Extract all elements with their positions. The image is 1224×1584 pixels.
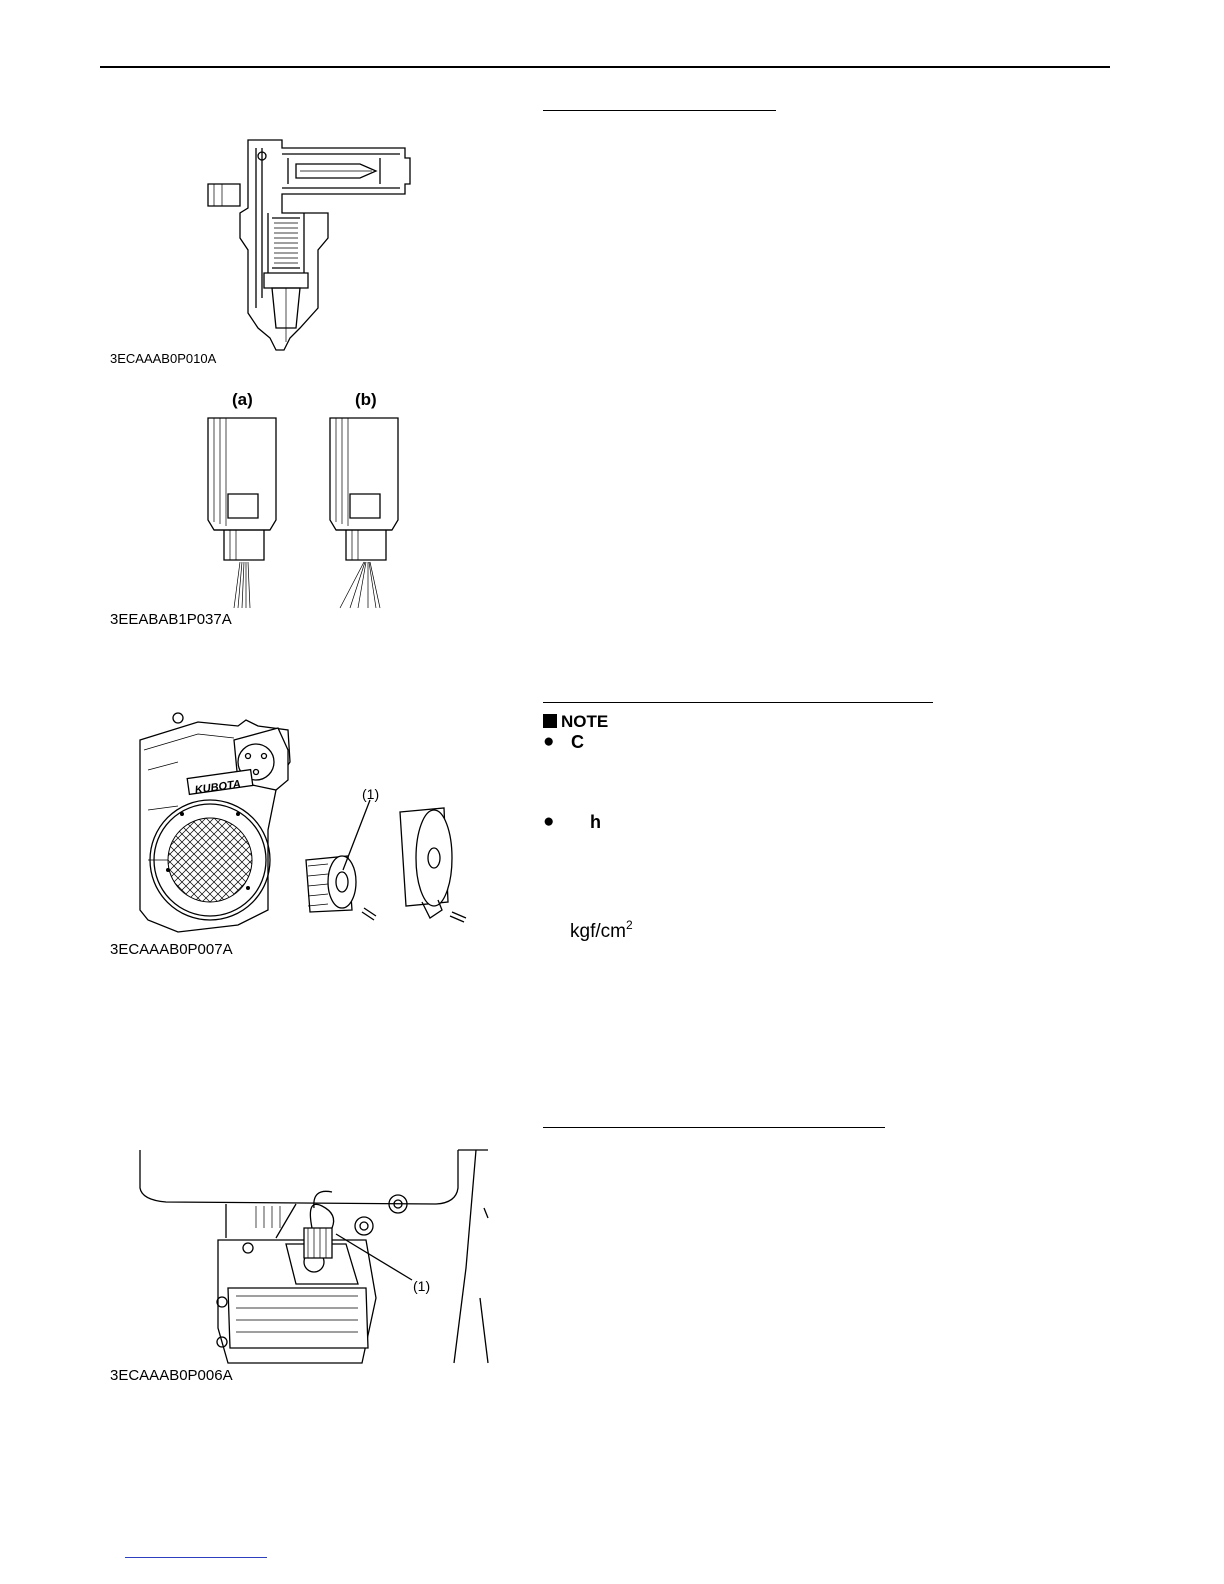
section-rule-3 xyxy=(543,1127,885,1128)
engine-injection-pump-illustration xyxy=(136,1148,488,1363)
figure-2-label-a: (a) xyxy=(232,390,253,409)
unit-superscript: 2 xyxy=(625,918,633,932)
figure-3-callout-1: (1) xyxy=(362,786,380,802)
spray-pattern-illustration xyxy=(200,412,420,612)
figure-2-label-b: (b) xyxy=(355,390,377,409)
header-rule xyxy=(100,66,1110,68)
figure-2-caption: 3EEABAB1P037A xyxy=(110,611,232,628)
nozzle-cross-section-illustration xyxy=(200,128,420,358)
section-rule-2 xyxy=(543,702,933,703)
engine-air-cleaner-illustration xyxy=(138,710,488,940)
note-box-icon xyxy=(543,714,557,728)
bullet-2-text: h xyxy=(590,812,601,832)
figure-4-caption: 3ECAAAB0P006A xyxy=(110,1367,233,1384)
unit-label xyxy=(570,918,633,943)
figure-4-callout-1: (1) xyxy=(413,1278,431,1294)
figure-3-caption: 3ECAAAB0P007A xyxy=(110,941,233,958)
kubota-logo-text: KUBOTA xyxy=(194,778,242,797)
figure-1-caption: 3ECAAAB0P010A xyxy=(110,351,217,366)
unit-text: kgf/cm xyxy=(570,921,626,942)
bullet-1-text: C xyxy=(571,732,584,752)
note-heading: NOTE xyxy=(561,712,609,731)
footer-link-underline[interactable] xyxy=(125,1557,267,1558)
section-rule-1 xyxy=(543,110,776,111)
bullet-1-icon: ● xyxy=(543,731,555,752)
bullet-2-icon: ● xyxy=(543,811,555,832)
